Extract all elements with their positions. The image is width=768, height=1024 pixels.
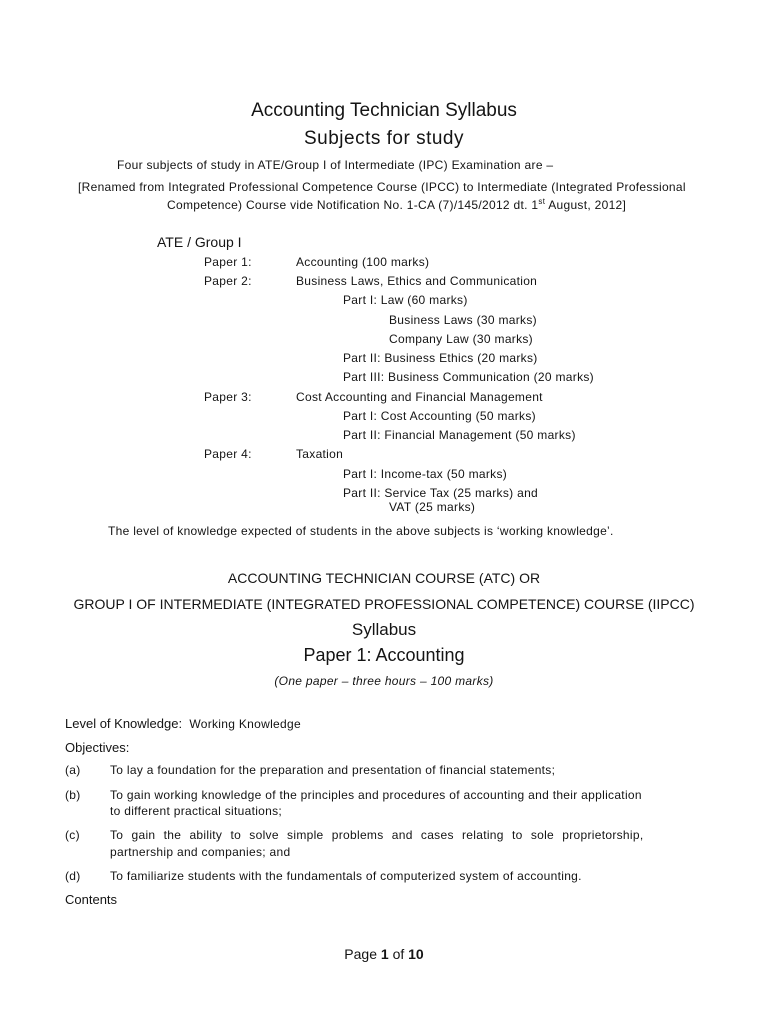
paper-part: Part II: Financial Management (50 marks) — [343, 428, 576, 442]
objective-text-line1: To gain the ability to solve simple problems and cases relating to sole proprietorship, — [110, 828, 644, 842]
syllabus-heading: Syllabus — [351, 620, 417, 639]
document-title: Accounting Technician Syllabus — [251, 100, 517, 121]
knowledge-statement: The level of knowledge expected of students in the above subjects is ‘working knowledge’. — [108, 524, 614, 538]
paper-subpart: VAT (25 marks) — [389, 500, 476, 514]
course-heading-line2: GROUP I OF INTERMEDIATE (INTEGRATED PROFESSIONAL COMPETENCE) COURSE (IIPCC) — [73, 596, 695, 612]
objectives-label: Objectives: — [65, 740, 130, 755]
paper-heading: Paper 1: Accounting — [303, 645, 465, 665]
paper-part: Part I: Law (60 marks) — [343, 293, 468, 307]
objective-marker: (b) — [65, 788, 81, 802]
paper-title: Cost Accounting and Financial Management — [296, 390, 543, 404]
paper-title: Taxation — [296, 447, 344, 461]
paper-part: Part II: Service Tax (25 marks) and — [343, 486, 539, 500]
paper-part: Part I: Cost Accounting (50 marks) — [343, 409, 536, 423]
intro-text: Four subjects of study in ATE/Group I of Intermediate (IPC) Examination are – — [117, 158, 554, 172]
paper-part: Part III: Business Communication (20 marks) — [343, 370, 594, 384]
objective-text-line1: To gain working knowledge of the principles and procedures of accounting and their application — [110, 788, 642, 802]
paper-label: Paper 1: — [204, 255, 252, 269]
level-of-knowledge: Level of Knowledge: Working Knowledge — [65, 716, 301, 731]
paper-part: Part II: Business Ethics (20 marks) — [343, 351, 538, 365]
objective-marker: (a) — [65, 763, 81, 777]
objective-marker: (d) — [65, 869, 81, 883]
objective-marker: (c) — [65, 828, 80, 842]
objective-text-line2: to different practical situations; — [110, 804, 283, 818]
paper-subpart: Business Laws (30 marks) — [389, 313, 537, 327]
objective-text: To familiarize students with the fundamentals of computerized system of accounting. — [110, 869, 582, 883]
paper-meta: (One paper – three hours – 100 marks) — [274, 674, 494, 688]
group-heading: ATE / Group I — [157, 234, 242, 250]
paper-subpart: Company Law (30 marks) — [389, 332, 533, 346]
paper-part: Part I: Income-tax (50 marks) — [343, 467, 508, 481]
paper-label: Paper 3: — [204, 390, 252, 404]
rename-note-line1: [Renamed from Integrated Professional Competence Course (IPCC) to Intermediate (Integrated Professional — [78, 180, 686, 194]
document-subtitle: Subjects for study — [303, 128, 465, 149]
paper-label: Paper 4: — [204, 447, 252, 461]
rename-note-line2: Competence) Course vide Notification No. 1-CA (7)/145/2012 dt. 1st August, 2012] — [167, 197, 627, 212]
objective-text: To lay a foundation for the preparation and presentation of financial statements; — [110, 763, 556, 777]
objective-text-line2: partnership and companies; and — [110, 845, 291, 859]
paper-title: Accounting (100 marks) — [296, 255, 430, 269]
course-heading-line1: ACCOUNTING TECHNICIAN COURSE (ATC) OR — [227, 570, 541, 586]
contents-label: Contents — [65, 892, 118, 907]
paper-title: Business Laws, Ethics and Communication — [296, 274, 538, 288]
page-footer: Page 1 of 10 — [344, 946, 424, 962]
paper-label: Paper 2: — [204, 274, 252, 288]
